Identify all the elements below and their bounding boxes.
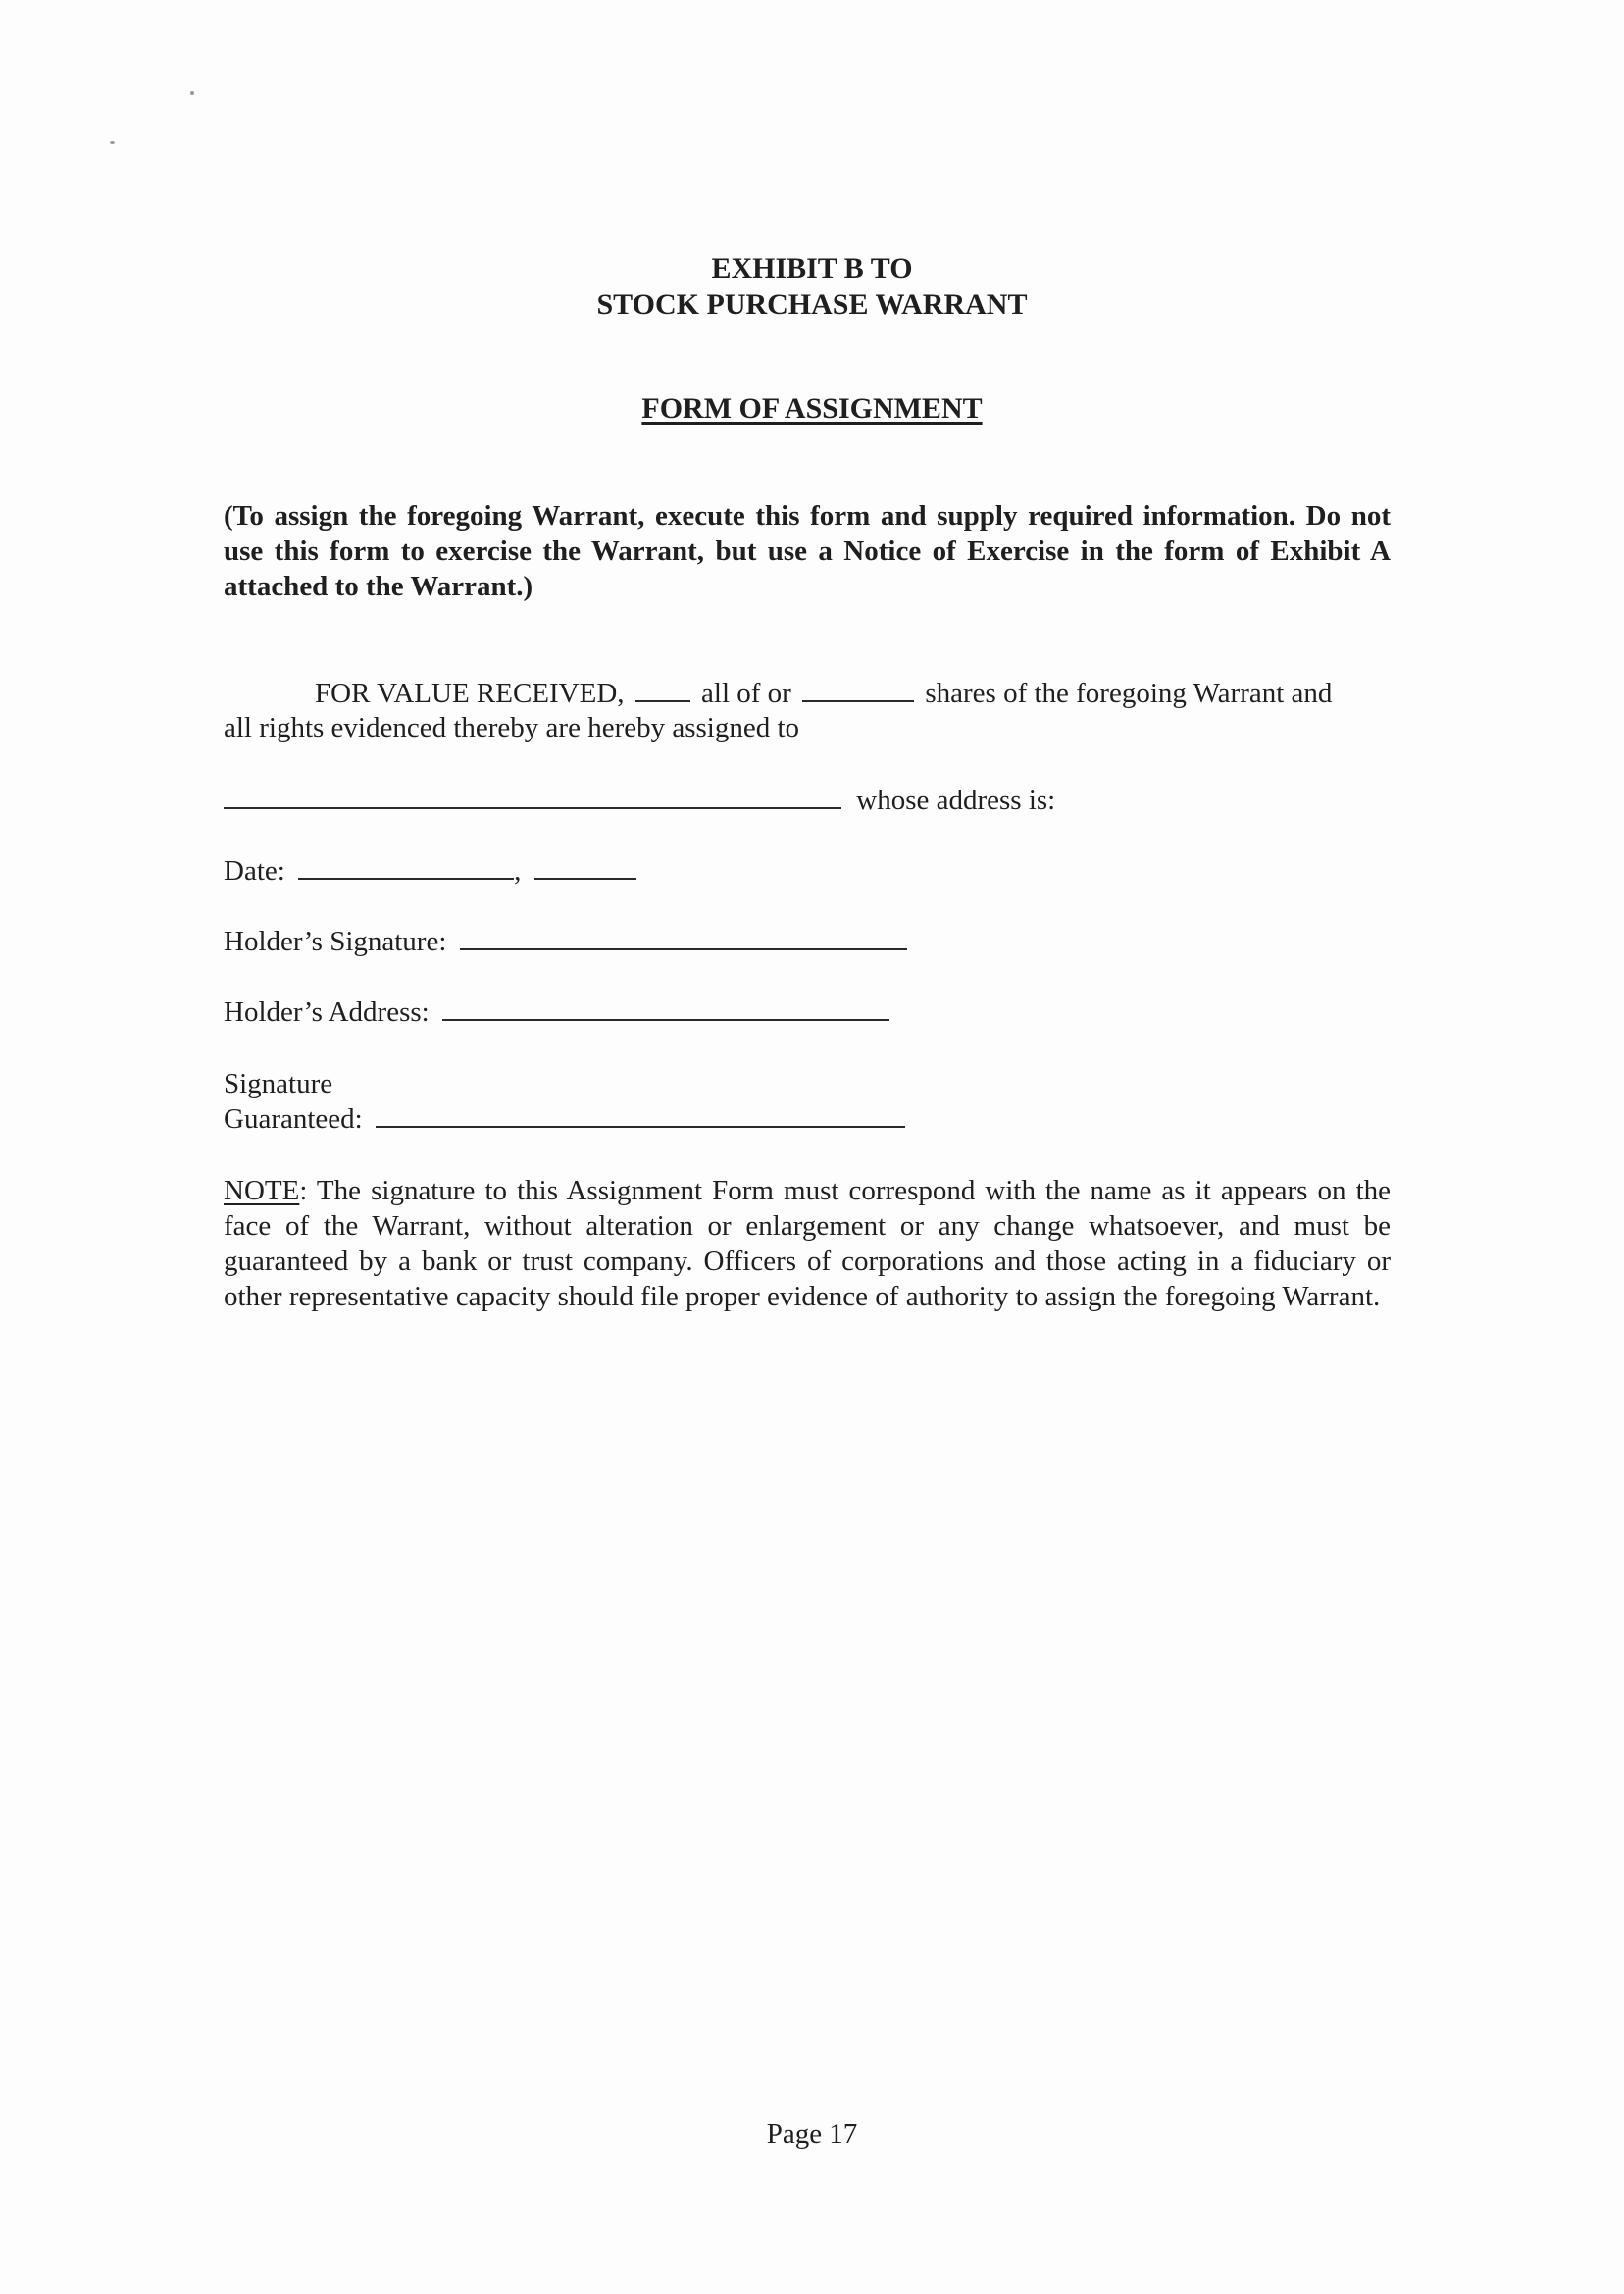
date-label: Date: bbox=[224, 855, 285, 887]
date-year-blank[interactable] bbox=[534, 854, 636, 880]
exhibit-heading-line1: EXHIBIT B TO bbox=[711, 252, 913, 284]
date-field bbox=[224, 853, 636, 889]
guaranteed-label: Guaranteed: bbox=[224, 1103, 363, 1135]
form-title bbox=[0, 390, 1624, 428]
assignee-line bbox=[224, 783, 1055, 818]
holder-signature-blank[interactable] bbox=[460, 925, 907, 950]
note-label: NOTE bbox=[224, 1175, 300, 1206]
assignee-name-blank[interactable] bbox=[224, 784, 841, 809]
scan-speck bbox=[190, 91, 194, 95]
for-value-received-text: FOR VALUE RECEIVED, bbox=[315, 678, 625, 709]
note-paragraph bbox=[224, 1173, 1391, 1314]
holder-signature-label: Holder’s Signature: bbox=[224, 926, 447, 957]
shares-text: shares of the foregoing Warrant and bbox=[925, 678, 1333, 709]
assignment-line-2: all rights evidenced thereby are hereby assigned to bbox=[224, 712, 800, 743]
holder-address-field bbox=[224, 994, 889, 1030]
holder-address-blank[interactable] bbox=[442, 995, 889, 1021]
date-comma: , bbox=[514, 855, 522, 887]
date-month-day-blank[interactable] bbox=[298, 854, 514, 880]
signature-guaranteed-blank[interactable] bbox=[376, 1102, 905, 1128]
signature-label: Signature bbox=[224, 1068, 333, 1099]
scan-speck bbox=[110, 141, 115, 144]
holder-address-label: Holder’s Address: bbox=[224, 996, 430, 1028]
all-shares-blank[interactable] bbox=[635, 677, 690, 702]
all-of-or-text: all of or bbox=[701, 678, 791, 709]
share-count-blank[interactable] bbox=[802, 677, 914, 702]
holder-signature-field bbox=[224, 924, 907, 959]
instructions-paragraph: (To assign the foregoing Warrant, execute this form and supply required information. Do not use this form to exercise the Warrant, but use a Notice of Exercise in the form of Exhibit A attached to the Warrant.) bbox=[224, 500, 1391, 602]
assignment-line-1 bbox=[315, 676, 1332, 711]
whose-address-text: whose address is: bbox=[856, 785, 1056, 816]
note-text: : The signature to this Assignment Form must correspond with the name as it appears on the face of the Warrant, without alteration or enlargement or any change whatsoever, and must be guaranteed by a bank or trust company. Officers of corporations and those acting in a fiduciary or other representative capacity should file proper evidence of authority to assign the foregoing Warrant. bbox=[224, 1175, 1391, 1312]
page-number: Page 17 bbox=[766, 2118, 858, 2150]
signature-guaranteed-field bbox=[224, 1101, 905, 1137]
exhibit-heading-line2: STOCK PURCHASE WARRANT bbox=[596, 288, 1028, 321]
form-title-text: FORM OF ASSIGNMENT bbox=[641, 392, 983, 425]
